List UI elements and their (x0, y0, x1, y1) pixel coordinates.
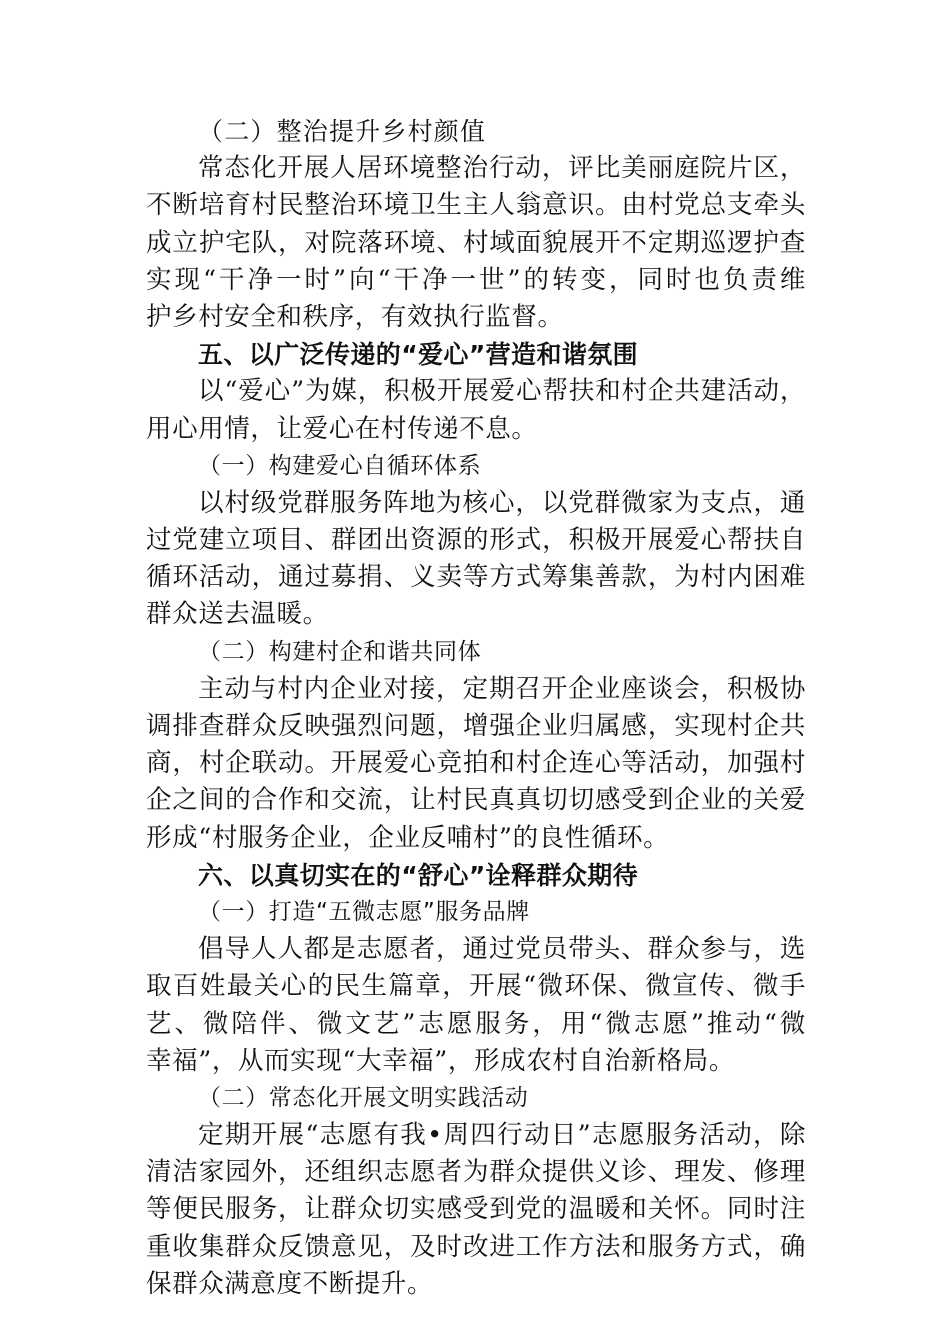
paragraph-line: 过党建立项目、群团出资源的形式，积极开展爱心帮扶自 (146, 525, 806, 556)
paragraph-line: 循环活动，通过募捐、义卖等方式筹集善款，为村内困难 (146, 562, 806, 593)
paragraph-line: 重收集群众反馈意见，及时改进工作方法和服务方式，确 (146, 1231, 806, 1262)
paragraph-line: 不断培育村民整治环境卫生主人翁意识。由村党总支牵头 (146, 190, 806, 221)
paragraph-line: 艺、微陪伴、微文艺”志愿服务，用“微志愿”推动“微 (146, 1008, 806, 1039)
paragraph-line: 清洁家园外，还组织志愿者为群众提供义诊、理发、修理 (146, 1157, 806, 1188)
paragraph-line: 取百姓最关心的民生篇章，开展“微环保、微宣传、微手 (146, 971, 806, 1002)
paragraph-line: 企之间的合作和交流，让村民真真切切感受到企业的关爱 (146, 785, 806, 816)
paragraph-line: 调排查群众反映强烈问题，增强企业归属感，实现村企共 (146, 711, 806, 741)
paragraph-line: 主动与村内企业对接，定期召开企业座谈会，积极协 (198, 673, 806, 704)
paragraph-line: 形成“村服务企业，企业反哺村”的良性循环。 (146, 822, 670, 853)
paragraph-line: 群众送去温暖。 (146, 599, 329, 630)
paragraph-line: 等便民服务，让群众切实感受到党的温暖和关怀。同时注 (146, 1194, 806, 1225)
paragraph-line: 以村级党群服务阵地为核心，以党群微家为支点，通 (198, 487, 806, 518)
paragraph-line: 商，村企联动。开展爱心竞拍和村企连心等活动，加强村 (146, 748, 806, 779)
subsection-heading: （二）常态化开展文明实践活动 (198, 1084, 529, 1111)
paragraph-line: 保群众满意度不断提升。 (146, 1268, 434, 1299)
paragraph-line: 幸福”，从而实现“大幸福”，形成农村自治新格局。 (146, 1045, 736, 1076)
section-heading: 五、以广泛传递的“爱心”营造和谐氛围 (198, 340, 639, 370)
paragraph-line: 成立护宅队，对院落环境、村域面貌展开不定期巡逻护查 (146, 227, 806, 258)
paragraph-line: 倡导人人都是志愿者，通过党员带头、群众参与，选 (198, 934, 806, 965)
subsection-heading: （二）整治提升乡村颜值 (198, 117, 487, 146)
paragraph-line: 实现“干净一时”向“干净一世”的转变，同时也负责维 (146, 264, 806, 295)
subsection-heading: （一）构建爱心自循环体系 (198, 452, 482, 479)
subsection-heading: （二）构建村企和谐共同体 (198, 638, 482, 665)
paragraph-line: 以“爱心”为媒，积极开展爱心帮扶和村企共建活动， (198, 376, 806, 407)
paragraph-line: 护乡村安全和秩序，有效执行监督。 (146, 301, 564, 332)
paragraph-line: 用心用情，让爱心在村传递不息。 (146, 413, 538, 444)
section-heading: 六、以真切实在的“舒心”诠释群众期待 (198, 860, 639, 890)
paragraph-line: 常态化开展人居环境整治行动，评比美丽庭院片区， (198, 153, 806, 184)
document-body (146, 113, 806, 1303)
paragraph-line: 定期开展“志愿有我•周四行动日”志愿服务活动，除 (198, 1120, 806, 1151)
subsection-heading: （一）打造“五微志愿”服务品牌 (198, 898, 530, 925)
